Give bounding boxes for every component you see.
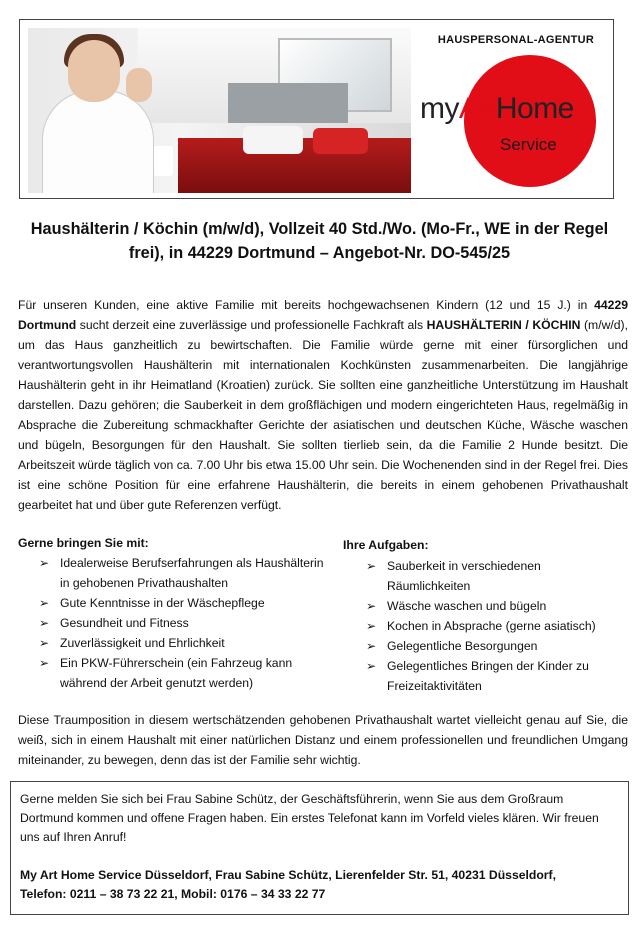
list-item: ➢ Kochen in Absprache (gerne asiatisch) <box>366 616 626 636</box>
photo-kitchen <box>228 83 348 123</box>
list-item: ➢ Ein PKW-Führerschein (ein Fahrzeug kann während der Arbeit genutzt werden) <box>39 653 329 693</box>
requirements-list <box>39 553 329 693</box>
intro-text-e: (m/w/d), um das Haus ganzheitlich zu bewirtschaften. Die Familie würde gerne mit einer fürsorglichen und verantwortungsvollen Haushälterin mit internationalen Kochkünsten zusammenarbeiten. Die langjährige Haushälterin geht in ihr Heimatland (Kroatien) zurück. Sie sollten eine ganzheitliche Unterstützung im Haushalt darstellen. Dazu gehören; die Sauberkeit in dem großflächigen und modern eingerichteten Haus, regelmäßig in Absprache die Zubereitung schmackhafter Gerichte der asiatischen und deutschen Küche, Wäsche waschen und bügeln, Besorgungen für den Haushalt. Sie sollten tierlieb sein, da die Familie 2 Hunde besitzt. Die Arbeitszeit würde täglich von ca. 7.00 Uhr bis etwa 15.00 Uhr sein. Die Wochenenden sind in der Regel frei. Dies ist eine schöne Position für eine erfahrene Haushälterin, die bereits in einem gehobenen Privathaushalt gearbeitet hat und über gute Referenzen verfügt. <box>18 318 628 512</box>
logo-home: Home <box>495 92 574 125</box>
list-item: ➢ Gelegentliche Besorgungen <box>366 636 626 656</box>
intro-location: 44229 Dortmund <box>18 298 628 332</box>
arrow-bullet-icon: ➢ <box>39 636 50 650</box>
photo-pillow-red <box>313 128 368 154</box>
list-item: ➢ Gelegentliches Bringen der Kinder zu Freizeitaktivitäten <box>366 656 626 696</box>
arrow-bullet-icon: ➢ <box>366 619 377 633</box>
closing-paragraph: Diese Traumposition in diesem wertschätzenden gehobenen Privathaushalt wartet vielleicht genau auf Sie, die weiß, sich in einem Haushalt mit einer natürlichen Distanz und einem professionellen und freundlichen Umgang miteinander, zu bewegen, denn das ist der Familie sehr wichtig. <box>18 713 628 767</box>
contact-box <box>10 781 629 915</box>
tasks-heading: Ihre Aufgaben: <box>343 538 429 552</box>
job-title <box>17 217 622 265</box>
arrow-bullet-icon: ➢ <box>366 659 377 673</box>
contact-spacer <box>20 847 619 866</box>
contact-address: My Art Home Service Düsseldorf, Frau Sabine Schütz, Lierenfelder Str. 51, 40231 Düsseldorf, <box>20 868 556 882</box>
logo-my: my <box>420 92 459 125</box>
header-photo <box>28 28 411 193</box>
logo-wordmark <box>420 92 620 126</box>
job-title-line-2: frei), in 44229 Dortmund – Angebot-Nr. DO-545/25 <box>128 244 511 262</box>
list-item: ➢ Idealerweise Berufserfahrungen als Haushälterin in gehobenen Privathaushalten <box>39 553 329 593</box>
contact-phones: Telefon: 0211 – 38 73 22 21, Mobil: 0176 – 34 33 22 77 <box>20 887 326 901</box>
job-title-line-1: Haushälterin / Köchin (m/w/d), Vollzeit 40 Std./Wo. (Mo-Fr., WE in der Regel <box>30 220 609 238</box>
photo-maid-uniform <box>42 90 154 193</box>
arrow-bullet-icon: ➢ <box>366 639 377 653</box>
photo-lamp <box>153 146 173 176</box>
intro-role: HAUSHÄLTERIN / KÖCHIN <box>426 318 581 332</box>
arrow-bullet-icon: ➢ <box>39 656 50 670</box>
intro-text-c: sucht derzeit eine zuverlässige und professionelle Fachkraft als <box>76 318 427 332</box>
list-item: ➢ Wäsche waschen und bügeln <box>366 596 626 616</box>
list-item: ➢ Gute Kenntnisse in der Wäschepflege <box>39 593 329 613</box>
list-item: ➢ Gesundheit und Fitness <box>39 613 329 633</box>
tasks-list <box>366 556 626 696</box>
contact-text: Gerne melden Sie sich bei Frau Sabine Schütz, der Geschäftsführerin, wenn Sie aus dem Großraum Dortmund kommen und offene Fragen haben. Ein erstes Telefonat kann im Vorfeld vieles klären. Wir freuen uns auf Ihren Anruf! <box>20 792 599 844</box>
arrow-bullet-icon: ➢ <box>39 596 50 610</box>
list-item: ➢ Zuverlässigkeit und Ehrlichkeit <box>39 633 329 653</box>
logo-art: Art <box>459 92 496 125</box>
intro-text-a: Für unseren Kunden, eine aktive Familie mit bereits hochgewachsenen Kindern (12 und 15 J.) in <box>18 298 595 312</box>
intro-paragraph <box>18 295 628 515</box>
photo-maid-face <box>68 40 120 102</box>
list-item: ➢ Sauberkeit in verschiedenen Räumlichkeiten <box>366 556 626 596</box>
photo-maid-ok-hand <box>126 68 152 102</box>
photo-pillow-white <box>243 126 303 154</box>
requirements-heading: Gerne bringen Sie mit: <box>18 536 149 550</box>
agency-label: HAUSPERSONAL-AGENTUR <box>437 34 595 46</box>
logo-service: Service <box>500 135 557 154</box>
arrow-bullet-icon: ➢ <box>366 559 377 573</box>
arrow-bullet-icon: ➢ <box>39 616 50 630</box>
arrow-bullet-icon: ➢ <box>366 599 377 613</box>
header-banner <box>19 19 614 199</box>
arrow-bullet-icon: ➢ <box>39 556 50 570</box>
